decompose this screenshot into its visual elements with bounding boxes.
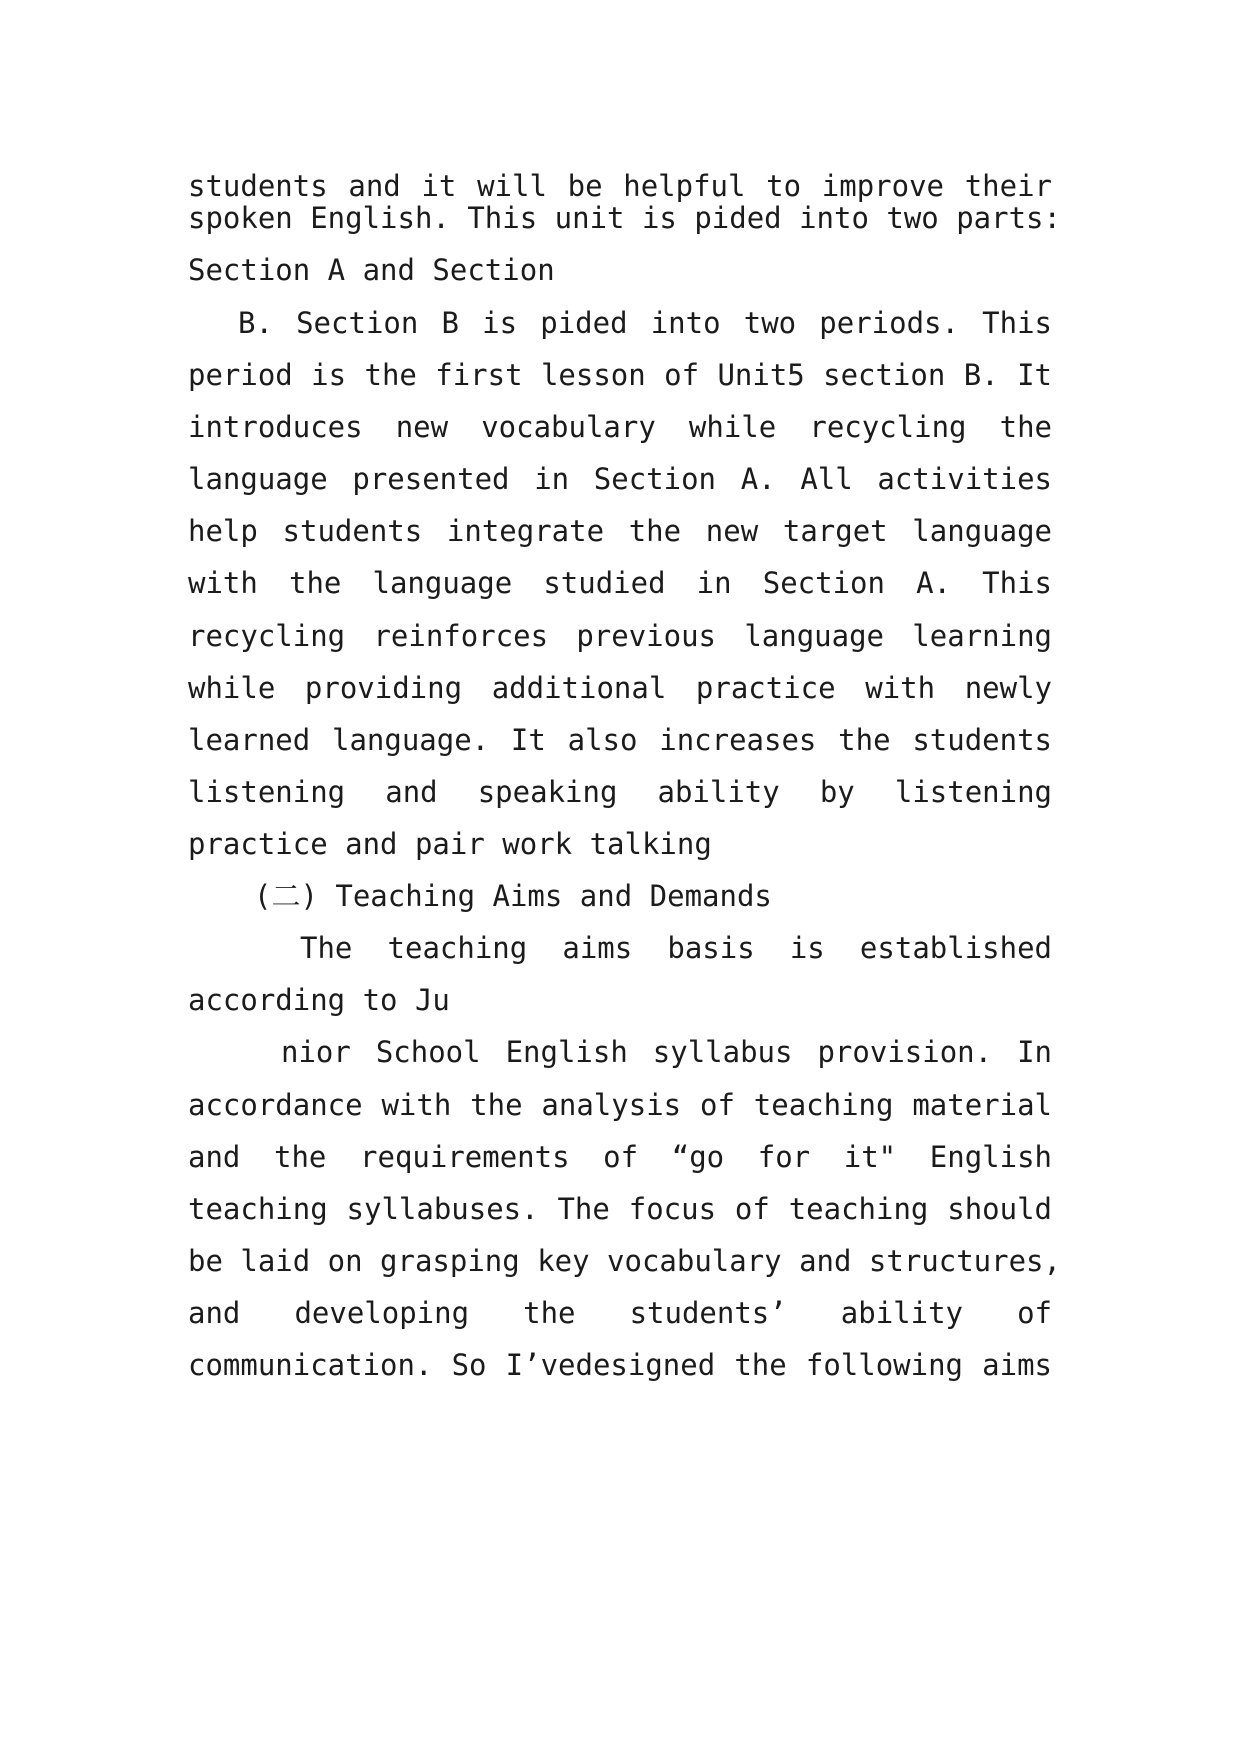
text-line: and developing the students’ ability of xyxy=(188,1296,1052,1330)
text-line: students and it will be helpful to improve their xyxy=(188,169,1052,203)
text-line: period is the first lesson of Unit5 section B. It xyxy=(188,358,1052,392)
text-line: listening and speaking ability by listening xyxy=(188,775,1052,809)
text-line: while providing additional practice with newly xyxy=(188,671,1052,705)
text-line: help students integrate the new target language xyxy=(188,514,1052,548)
text-line: spoken English. This unit is pided into two parts: xyxy=(188,201,1061,235)
text-line: language presented in Section A. All activities xyxy=(188,462,1052,496)
text-line: introduces new vocabulary while recycling the xyxy=(188,410,1052,444)
text-line: practice and pair work talking xyxy=(188,827,712,861)
text-line: communication. So I’vedesigned the following aims xyxy=(188,1348,1052,1382)
text-line: and the requirements of “go for it" English xyxy=(188,1140,1052,1174)
text-line: be laid on grasping key vocabulary and structures, xyxy=(188,1244,1061,1278)
text-line: The teaching aims basis is established xyxy=(300,931,1052,965)
text-line: nior School English syllabus provision. In xyxy=(281,1035,1052,1069)
text-line: according to Ju xyxy=(188,983,450,1017)
text-line: recycling reinforces previous language learning xyxy=(188,619,1052,653)
text-line: teaching syllabuses. The focus of teaching should xyxy=(188,1192,1052,1226)
text-line: with the language studied in Section A. This xyxy=(188,566,1052,600)
text-line: accordance with the analysis of teaching material xyxy=(188,1088,1052,1122)
section-heading: (二) Teaching Aims and Demands xyxy=(254,879,772,913)
text-line: Section A and Section xyxy=(188,253,555,287)
text-line: B. Section B is pided into two periods. This xyxy=(238,306,1052,340)
text-line: learned language. It also increases the students xyxy=(188,723,1052,757)
